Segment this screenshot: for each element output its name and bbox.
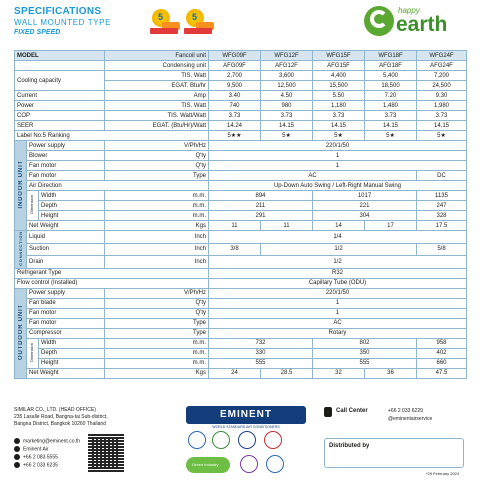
table-row: Fan blade Q'ty 1 bbox=[15, 298, 467, 308]
table-row: Fan motor Type AC bbox=[15, 318, 467, 328]
outdoor-unit-label: OUTDOOR UNIT bbox=[15, 288, 27, 378]
table-row: Height m.m. 555 555 660 bbox=[15, 358, 467, 368]
table-row: EGAT. Btu/hr 9,500 12,500 15,500 18,500 24,500 bbox=[15, 81, 467, 91]
eminent-tagline: WORLD STANDARD AIR CONDITIONERS bbox=[212, 425, 280, 429]
energy-label-icon: 5 bbox=[184, 8, 214, 34]
certification-logos bbox=[186, 431, 306, 475]
phone-link[interactable]: +66 2 083 5555 bbox=[14, 454, 80, 462]
table-row: COP TIS. Watt/Watt 3.73 3.73 3.73 3.73 3.73 bbox=[15, 111, 467, 121]
call-center-social[interactable]: @eminentairservice bbox=[388, 416, 433, 422]
cert-badge-icon bbox=[238, 431, 256, 449]
table-row: Air Direction Up-Down Auto Swing / Left-Right Manual Swing bbox=[15, 181, 467, 191]
connection-label: CONNECTION bbox=[15, 231, 27, 269]
table-row: Label No.5 Ranking 5★★ 5★ 5★ 5★ 5★ bbox=[15, 131, 467, 141]
page-subtitle: WALL MOUNTED TYPE bbox=[14, 18, 112, 27]
phone-icon bbox=[14, 454, 20, 460]
footer bbox=[0, 402, 480, 480]
globe-icon bbox=[364, 6, 394, 36]
table-row: Dimension Width m.m. 732 802 958 bbox=[15, 338, 467, 348]
print-date: *29 February 2024 bbox=[426, 471, 460, 476]
email-link[interactable]: marketing@eminent.co.th bbox=[14, 438, 80, 446]
green-industry-badge: Green Industry bbox=[186, 457, 230, 473]
cert-badge-icon bbox=[264, 431, 282, 449]
dimension-label: Dimension bbox=[27, 338, 39, 368]
fax-link[interactable]: +66 2 033 6235 bbox=[14, 462, 80, 470]
table-row: Blower Q'ty 1 bbox=[15, 151, 467, 161]
cert-badge-icon bbox=[188, 431, 206, 449]
table-row: Refrigerant Type R32 bbox=[15, 268, 467, 278]
facebook-link[interactable]: Eminent Air bbox=[14, 446, 80, 454]
email-icon bbox=[14, 438, 20, 444]
table-row: Fan motor Type AC DC bbox=[15, 171, 467, 181]
table-row: Depth m.m. 211 221 247 bbox=[15, 201, 467, 211]
table-row: MODEL Fancoil unit WFG09F WFG12F WFG15F WFG18F WFG24F bbox=[15, 51, 467, 61]
phone-icon bbox=[324, 407, 332, 417]
table-row: SEER EGAT. (Btu/Hr)/Watt 14.24 14.15 14.15 14.15 14.15 bbox=[15, 121, 467, 131]
table-row: Cooling capacity TIS. Watt 2,700 3,600 4,400 5,400 7,200 bbox=[15, 71, 467, 81]
table-row: Flow control (Installed) Capillary Tube (ODU) bbox=[15, 278, 467, 288]
call-center-phone[interactable]: +66 2 033 6229 bbox=[388, 408, 423, 414]
table-row: OUTDOOR UNIT Power supply V/Ph/Hz 220/1/50 bbox=[15, 288, 467, 298]
qr-code[interactable] bbox=[88, 434, 124, 472]
fax-icon bbox=[14, 462, 20, 468]
table-row: Height m.m. 291 304 328 bbox=[15, 211, 467, 221]
spec-table bbox=[14, 50, 467, 379]
table-row: Depth m.m. 330 350 402 bbox=[15, 348, 467, 358]
distributor-box: Distributed by bbox=[324, 438, 464, 468]
table-row: Net Weight Kgs 24 28.5 32 36 47.5 bbox=[15, 368, 467, 378]
cert-badge-icon bbox=[212, 431, 230, 449]
table-row: Suction Inch 3/8 1/2 5/8 bbox=[15, 243, 467, 256]
energy-label-icon: 5 bbox=[150, 8, 180, 34]
table-row: Fan motor Q'ty 1 bbox=[15, 308, 467, 318]
table-row: Fan motor Q'ty 1 bbox=[15, 161, 467, 171]
table-row: Dimension Width m.m. 894 1017 1135 bbox=[15, 191, 467, 201]
company-address: SIMILAR CO., LTD. (HEAD OFFICE) 235 Lasalle Road, Bangna-tai Sub-district, Bangna District, Bangkok 10260 Thailand bbox=[14, 407, 108, 427]
dimension-label: Dimension bbox=[27, 191, 39, 221]
table-row: Power TIS. Watt 740 980 1,180 1,480 1,980 bbox=[15, 101, 467, 111]
call-center: Call Center +66 2 033 6229 @eminentairservice bbox=[324, 405, 464, 435]
table-row: Drain Inch 1/2 bbox=[15, 256, 467, 269]
table-row: Compressor Type Rotary bbox=[15, 328, 467, 338]
page-title: SPECIFICATIONS bbox=[14, 6, 102, 17]
table-row: CONNECTION Liquid Inch 1/4 bbox=[15, 231, 467, 244]
cert-badge-icon bbox=[240, 455, 258, 473]
indoor-unit-label: INDOOR UNIT bbox=[15, 141, 27, 231]
contact-list bbox=[14, 438, 80, 470]
table-row: INDOOR UNIT Power supply V/Ph/Hz 220/1/50 bbox=[15, 141, 467, 151]
speed-label: FIXED SPEED bbox=[14, 29, 61, 36]
table-row: Net Weight Kgs 11 11 14 17 17.5 bbox=[15, 221, 467, 231]
happy-earth-logo: happy earth bbox=[364, 4, 474, 40]
eminent-logo: EMINENT bbox=[186, 406, 306, 424]
table-row: Current Amp 3.40 4.50 5.50 7.20 9.30 bbox=[15, 91, 467, 101]
facebook-icon bbox=[14, 446, 20, 452]
energy-labels bbox=[150, 8, 214, 34]
table-row: Condensing unit AFG09F AFG12F AFG15F AFG18F AFG24F bbox=[15, 61, 467, 71]
cert-badge-icon bbox=[266, 455, 284, 473]
